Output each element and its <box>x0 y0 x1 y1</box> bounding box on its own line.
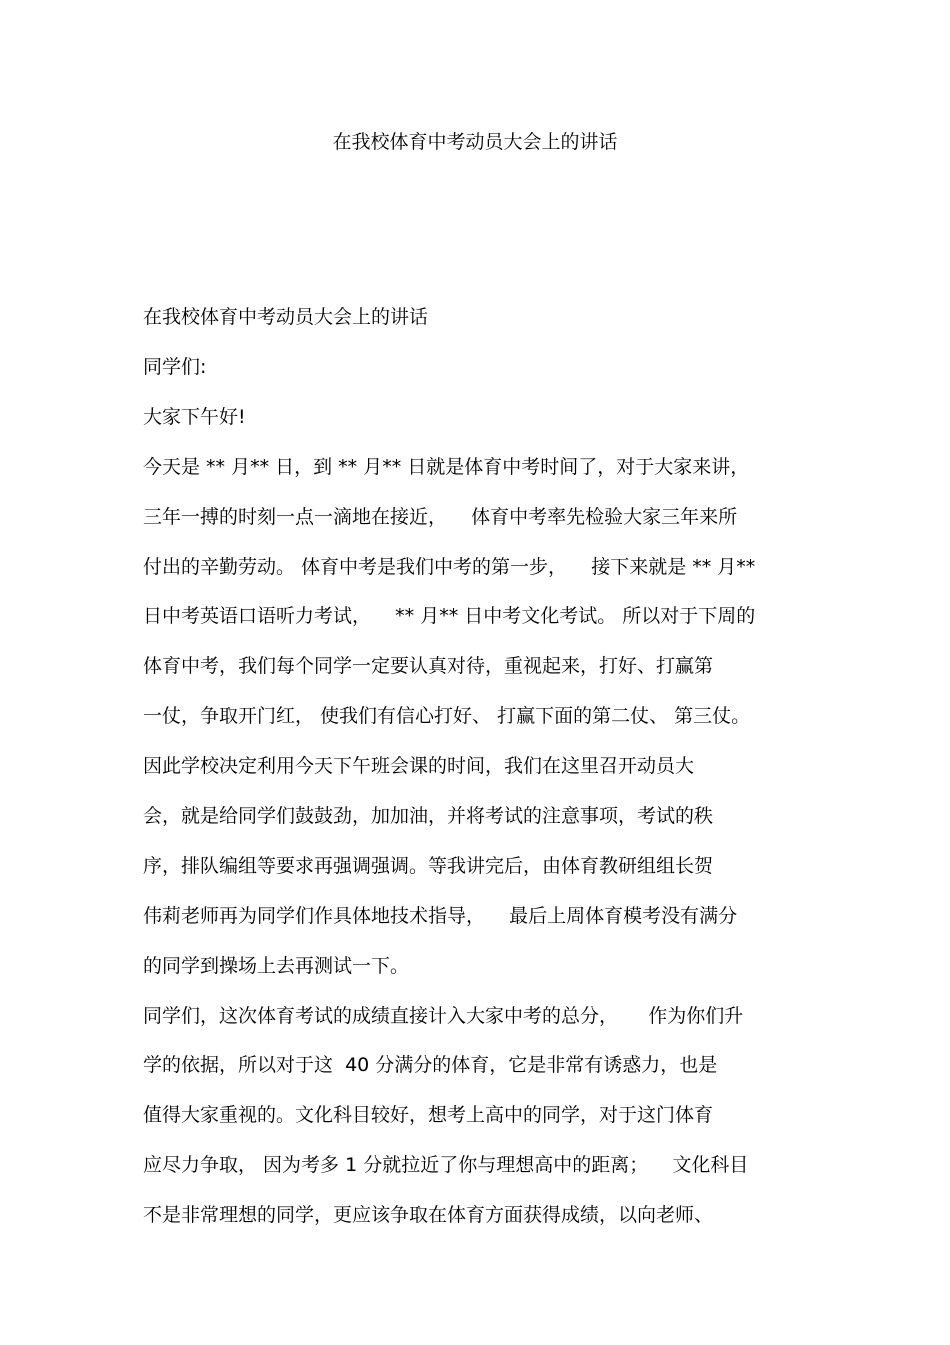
text-line: 一仗，争取开门红， 使我们有信心打好、 打赢下面的第二仗、 第三仗。 <box>143 705 751 727</box>
page-title: 在我校体育中考动员大会上的讲话 <box>332 131 618 153</box>
text-line: 伟莉老师再为同学们作具体地技术指导， 最后上周体育模考没有满分 <box>143 905 738 927</box>
text-line: 同学们，这次体育考试的成绩直接计入大家中考的总分， 作为你们升 <box>143 1005 744 1027</box>
text-line: 序，排队编组等要求再强调强调。等我讲完后，由体育教研组组长贺 <box>143 855 714 877</box>
text-line: 付出的辛勤劳动。 体育中考是我们中考的第一步， 接下来就是 ** 月** <box>143 556 756 578</box>
greeting: 大家下午好! <box>143 406 246 428</box>
text-line: 因此学校决定利用今天下午班会课的时间，我们在这里召开动员大 <box>143 755 695 777</box>
body-heading: 在我校体育中考动员大会上的讲话 <box>143 306 429 328</box>
text-line: 会，就是给同学们鼓鼓劲，加加油，并将考试的注意事项，考试的秩 <box>143 805 714 827</box>
salutation: 同学们: <box>143 356 207 378</box>
text-line: 应尽力争取， 因为考多 1 分就拉近了你与理想高中的距离； 文化科目 <box>143 1154 749 1176</box>
text-line: 学的依据，所以对于这 40 分满分的体育，它是非常有诱惑力，也是 <box>143 1054 718 1076</box>
text-line: 体育中考，我们每个同学一定要认真对待，重视起来，打好、打赢第 <box>143 655 714 677</box>
text-line: 不是非常理想的同学，更应该争取在体育方面获得成绩，以向老师、 <box>143 1204 714 1226</box>
text-line: 三年一搏的时刻一点一滴地在接近， 体育中考率先检验大家三年来所 <box>143 506 738 528</box>
text-line: 的同学到操场上去再测试一下。 <box>143 955 410 977</box>
text-line: 今天是 ** 月** 日，到 ** 月** 日就是体育中考时间了，对于大家来讲， <box>143 456 750 478</box>
text-line: 日中考英语口语听力考试， ** 月** 日中考文化考试。 所以对于下周的 <box>143 605 756 627</box>
text-line: 值得大家重视的。文化科目较好，想考上高中的同学，对于这门体育 <box>143 1104 714 1126</box>
